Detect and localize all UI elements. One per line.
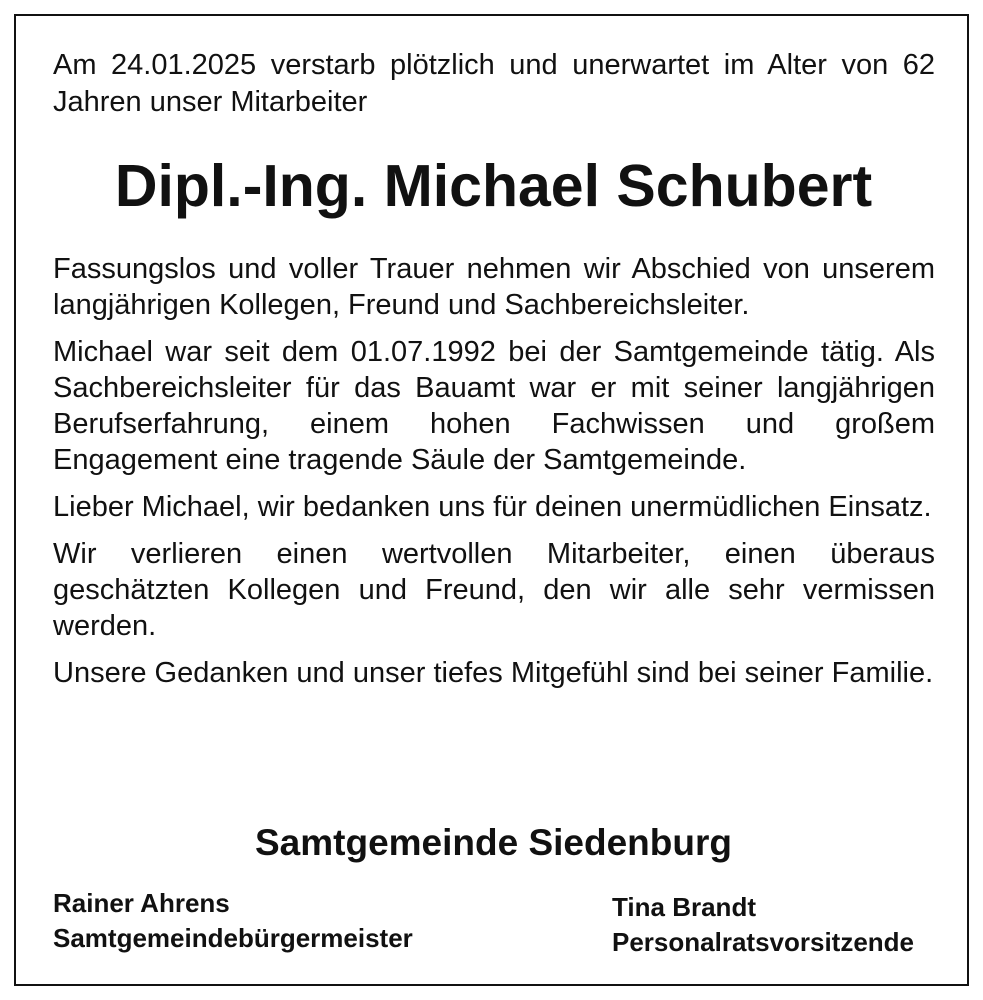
paragraph-loss: Wir verlieren einen wertvollen Mitarbeiter, einen überaus geschätzten Kollegen und Freund, den wir alle sehr vermissen werden.: [53, 538, 935, 642]
obituary-notice: [14, 14, 969, 986]
signatory-name: Tina Brandt: [612, 892, 756, 922]
signatory-role: Personalratsvorsitzende: [612, 927, 915, 957]
paragraph-condolence: Unsere Gedanken und unser tiefes Mitgefühl sind bei seiner Familie.: [53, 657, 934, 689]
organization-name: Samtgemeinde Siedenburg: [255, 822, 732, 863]
signatory-mayor: [53, 886, 413, 956]
obituary-body: [53, 251, 935, 702]
signatory-name: Rainer Ahrens: [53, 888, 230, 918]
signatory-role: Samtgemeindebürgermeister: [53, 923, 413, 953]
paragraph-farewell: Fassungslos und voller Trauer nehmen wir Abschied von unserem langjährigen Kollegen, Freund und Sachbereichsleiter.: [53, 253, 935, 321]
signatory-staff-council: [612, 890, 914, 960]
deceased-name: Dipl.-Ing. Michael Schubert: [114, 153, 873, 219]
intro-text: Am 24.01.2025 verstarb plötzlich und unerwartet im Alter von 62 Jahren unser Mitarbeiter: [53, 49, 935, 118]
paragraph-thanks: Lieber Michael, wir bedanken uns für deinen unermüdlichen Einsatz.: [53, 491, 932, 523]
paragraph-career: Michael war seit dem 01.07.1992 bei der Samtgemeinde tätig. Als Sachbereichsleiter für das Bauamt war er mit seiner langjährigen Berufserfahrung, einem hohen Fachwissen und großem Engagement eine tragende Säule der Samtgemeinde.: [53, 336, 935, 476]
